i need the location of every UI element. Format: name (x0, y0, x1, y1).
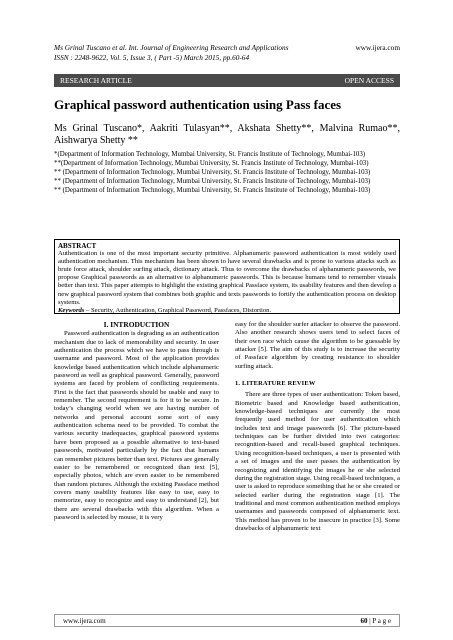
footer-website: www.ijera.com (63, 616, 106, 625)
affiliations (54, 151, 400, 195)
body-paragraph: easy for the shoulder surfer attacker to observe the password. Also another research shows users tend to select faces of their own race which cause the algorithm to be guessable by attacker [5]. The aim of this study is to increase the security of Passface algorithm by creating resistance to shoulder surfing attack. (235, 321, 400, 370)
running-header (54, 43, 400, 63)
introduction-paragraph: Password authentication is degrading as an authentication mechanism due to lack of memorability and security. In user authentication the process which we have to pass through is username and password. Most of the application provides knowledge based authentication which include alphanumeric password as well as graphical password. Generally, password systems are faced by problem of conflicting requirements. First is the fact that passwords should be usable and easy to remember. The second requirement is for it to be secure. In today’s changing world when we are having number of networks and personal account some sort of easy authentication schema need to be provided. To combat the various security inadequacies, graphical password systems have been proposed as a possible alternative to text-based passwords, motivated particularly by the fact that humans can remember pictures better than text. Pictures are generally easier to be remembered or recognized than text [5], especially photos, which are even easier to be remembered than random pictures. Although the existing Passface method covers many usability features like easy to use, easy to memorize, easy to recognize and easy to understand [2], but there are several drawbacks with this algorithm. When a password is selected by mouse, it is very (54, 330, 219, 521)
affiliation: ** (Department of Information Technology, Mumbai University, St. Francis Institute of Technology, Mumbai-103) (54, 168, 371, 176)
page-label: | P a g e (367, 616, 391, 625)
research-article-label: RESEARCH ARTICLE (60, 76, 132, 85)
left-column (54, 321, 219, 522)
abstract-text: Authentication is one of the most important security primitive. Alphanumeric password authentication is most widely used authentication mechanism. This mechanism has been shown to have several drawbacks and is prone to various attacks such as brute force attack, shoulder surfing attack, dictionary attack. Thus to overcome the drawbacks of alphanumeric passwords, we propose Graphical passwords as an alternative to alphanumeric passwords. This is because humans tend to remember visuals better than text. This paper attempts to highlight the existing graphical Passface system, its usability features and then develop a new graphical password system that combines both graphic and texts passwords to fortify the authentication process on desktop systems. (58, 250, 396, 306)
right-column (235, 321, 400, 533)
paper-title: Graphical password authentication using Pass faces (54, 97, 342, 112)
literature-review-heading: 1. LITERATURE REVIEW (235, 380, 316, 388)
keywords-line (58, 307, 396, 315)
open-access-label: OPEN ACCESS (344, 76, 394, 85)
affiliation: *(Department of Information Technology, Mumbai University, St. Francis Institute of Technology, Mumbai-103) (54, 151, 366, 158)
abstract-box (54, 239, 400, 314)
abstract-heading: ABSTRACT (58, 242, 97, 250)
author-list: Ms Grinal Tuscano*, Aakriti Tulasyan**, Akshata Shetty**, Malvina Rumao**, Aishwarya Shetty ** (54, 123, 400, 146)
page-footer (54, 614, 400, 627)
issn-line: ISSN : 2248-9622, Vol. 5, Issue 3, ( Part -5) March 2015, pp.60-64 (54, 53, 250, 62)
journal-citation: Ms Grinal Tuscano et al. Int. Journal of Engineering Research and Applications (54, 43, 289, 52)
affiliation: ** (Department of Information Technology, Mumbai University, St. Francis Institute of Technology, Mumbai-103) (54, 177, 371, 185)
introduction-heading: I. INTRODUCTION (103, 320, 170, 329)
article-type-band (54, 74, 400, 87)
page-number (361, 617, 392, 625)
affiliation: **(Department of Information Technology, Mumbai University, St. Francis Institute of Technology, Mumbai-103) (54, 159, 369, 167)
affiliation: ** (Department of Information Technology, Mumbai University, St. Francis Institute of Technology, Mumbai-103) (54, 186, 371, 194)
header-website: www.ijera.com (355, 43, 400, 52)
body-paragraph: There are three types of user authentication: Token based, Biometric based and Knowledge based authentication, knowledge-based techniques are currently the most frequently used method for user authentication which includes text and image passwords [6]. The picture-based techniques can be further divided into two categories: recognition-based and recall-based graphical techniques. Using recognition-based techniques, a user is presented with a set of images and the user passes the authentication by recognizing and identifying the images he or she selected during the registration stage. Using recall-based techniques, a user is asked to reproduce something that he or she created or selected earlier during the registration stage [1]. The traditional and most common authentication method employs usernames and passwords composed of alphanumeric text. This method has proven to be insecure in practice [3]. Some drawbacks of alphanumeric text (235, 391, 400, 532)
page-num-value: 60 (360, 616, 368, 625)
keywords-text: – Security, Authentication, Graphical Password, Passfaces, Distortion. (84, 306, 272, 314)
keywords-label: Keywords (58, 306, 85, 314)
